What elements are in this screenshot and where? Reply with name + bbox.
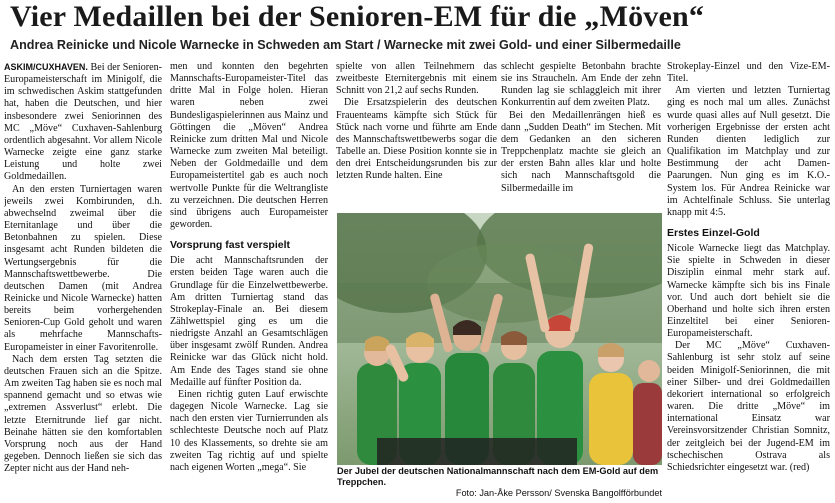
column-4 — [501, 61, 661, 206]
section-heading: Erstes Einzel-Gold — [667, 227, 760, 240]
caption-text: Der Jubel der deutschen Nationalmannschaft nach dem EM-Gold auf dem Treppchen. — [337, 466, 659, 487]
team-photo — [337, 213, 662, 465]
paragraph: An den ersten Turniertagen waren jeweils zwei Kombirunden, d.h. abwechselnd zweimal über die Eternitanlage und über die Betonbahnen zu spielen. Diese insgesamt acht Runden bildeten die Wertungsergebnis für die Mannschaftswettbewerbe. Die deutschen Damen (mit Andrea Reinicke und Nicole Warnecke) hatten bereits beim vorhergehenden Senioren-Cup Gold geholt und waren als mehrfache Mannschafts-Europameister in einer Favoritenrolle. — [4, 183, 162, 353]
photo-caption — [337, 466, 662, 499]
paragraph: Der MC „Möve“ Cuxhaven-Sahlenburg ist sehr stolz auf seine beiden Minigolf-Seniorinnen, die mit einer Silber- und drei Goldmedaillen dekoriert international so erfolgreich waren. Die dritte „Möve“ im international Einsatz war Vereinsvorsitzender Christian Somnitz, der zeitgleich bei der Jugend-EM im tschechischen Ostrava als Schiedsrichter eingesetzt war. (red) — [667, 340, 830, 473]
photo-credit: Foto: Jan-Åke Persson/ Svenska Bangolfförbundet — [455, 488, 662, 498]
headline: Vier Medaillen bei der Senioren-EM für die „Möven“ — [10, 0, 705, 33]
column-5 — [667, 61, 830, 501]
paragraph: Strokeplay-Einzel und den Vize-EM-Titel. — [667, 61, 830, 85]
paragraph: men und konnten den begehrten Mannschafts-Europameister-Titel das dritte Mal in Folge holen. Hieran waren neben zwei Bundesligaspielerinnen aus Mainz und Göttingen die „Möven“ Andrea Reinicke zum dritten Mal und Nicole Warnecke zum zweiten Mal beteiligt. Neben der Goldmedaille und dem Europameistertitel gab es auch noch wertvolle Punkte für die Weltrangliste zu verzeichnen. Die deutschen Herren sind übrigens auch Europameister geworden. — [170, 61, 328, 231]
paragraph: Bei den Medaillenrängen hieß es dann „Sudden Death“ im Stechen. Mit dem Gedanken an den sicheren Treppchenplatz machte sie gleich an der ersten Bahn alles klar und holte sich nach Mannschaftsgold die Silbermedaille im — [501, 109, 661, 194]
column-1 — [4, 61, 162, 501]
column-2 — [170, 61, 328, 501]
paragraph: spielte von allen Teilnehmern das zweitbeste Eternitergebnis mit einem Schnitt von 21,2 auf sechs Runden. — [336, 61, 497, 97]
paragraph: Nach dem ersten Tag setzten die deutschen Frauen sich an die Spitze. Am zweiten Tag haben sie es noch mal spannend gemacht und so etwas wie „extremen Assverlust“ erlebt. Die letzte Eternitrunde lief gar nicht. Beinahe hätten sie den komfortablen Vorsprung noch aus der Hand gegeben. Dennoch ließen sie sich das Zepter nicht aus der Hand neh- — [4, 353, 162, 475]
subheadline: Andrea Reinicke und Nicole Warnecke in Schweden am Start / Warnecke mit zwei Gold- und einer Silbermedaille — [10, 38, 681, 52]
dateline: ASKIM/CUXHAVEN. — [4, 62, 88, 72]
column-3 — [336, 61, 497, 206]
paragraph-text: Bei der Senioren-Europameisterschaft im Minigolf, die im schwedischen Askim stattgefunden hat, haben die Deutschen, und hier insbesondere zwei Seniorinnen des MC „Möve“ Cuxhaven-Sahlenburg ordentlich abgesahnt. Vor allem Nicole Warnecke zeigte eine ganz starke Leistung und holte zwei Goldmedaillen. — [4, 62, 162, 183]
paragraph: Einen richtig guten Lauf erwischte dagegen Nicole Warnecke. Lag sie nach den ersten vier Turnierrunden als schlechteste Deutsche noch auf Platz 10 des Klassements, so drehte sie am zweiten Tag richtig auf und spielte nach eigenen Worten „mega“. Sie — [170, 388, 328, 473]
paragraph: Die acht Mannschaftsrunden der ersten beiden Tage waren auch die Grundlage für die Einzelwettbewerbe. Am dritten Turniertag stand das Strokeplay-Finale an. Bei diesem Zählwettspiel ging es um die niedrigste Anzahl an Gesamtschlägen über insgesamt zwölf Runden. Andrea Reinicke war das Glück nicht hold. Am Ende des Tages stand sie ohne Medaille auf fünfter Position da. — [170, 255, 328, 388]
paragraph — [4, 61, 162, 184]
paragraph: schlecht gespielte Betonbahn brachte sie ins Straucheln. Am Ende der zehn Runden lag sie schlaggleich mit ihrer Konkurrentin auf dem zweiten Platz. — [501, 61, 661, 109]
paragraph: Die Ersatzspielerin des deutschen Frauenteams kämpfte sich Stück für Stück nach vorne und führte am Ende des Mannschaftswettbewerbs sogar die Tabelle an. Diese Position konnte sie in den drei Entscheidungsrunden bis zur letzten Runde halten. Eine — [336, 97, 497, 182]
paragraph: Am vierten und letzten Turniertag ging es noch mal um alles. Zunächst wurde quasi alles auf Null gesetzt. Die vorherigen Ergebnisse der ersten acht Runden dienten lediglich zur Qualifikation im Matchplay und zur Bestimmung der acht Damen-Paarungen. Nun ging es im K.O.-System los. Für Andrea Reinicke war im Achtelfinale Schluss. Sie unterlag knapp mit 4:5. — [667, 85, 830, 218]
paragraph: Nicole Warnecke liegt das Matchplay. Sie spielte in Schweden in dieser Disziplin einmal mehr stark auf. Warnecke kämpfte sich bis ins Finale vor. Und auch dort behielt sie die Oberhand und holte sich ihren ersten Einzeltitel bei einer Senioren-Europameisterschaft. — [667, 243, 830, 340]
team-photo-illustration — [337, 213, 662, 465]
section-heading: Vorsprung fast verspielt — [170, 239, 291, 252]
